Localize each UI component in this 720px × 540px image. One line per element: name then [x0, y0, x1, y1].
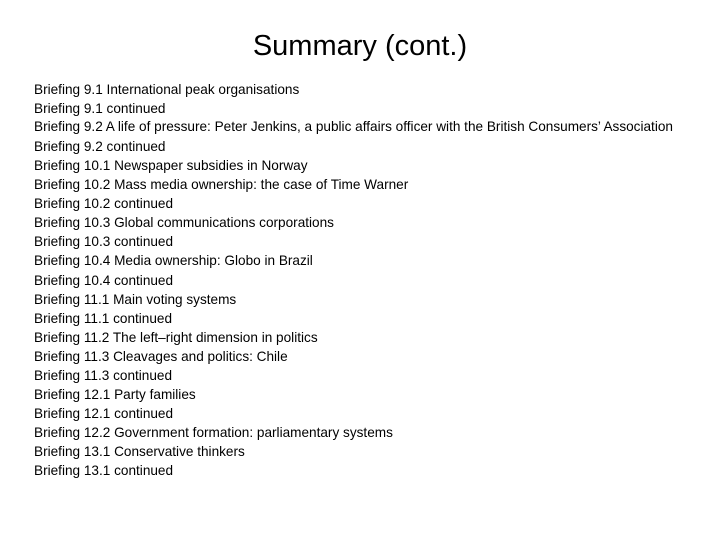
list-item: Briefing 13.1 Conservative thinkers — [34, 444, 245, 460]
list-item: Briefing 10.4 continued — [34, 272, 174, 288]
list-item: Briefing 9.1 International peak organisations — [34, 82, 300, 97]
list-item: Briefing 10.2 continued — [34, 196, 174, 212]
list-item: Briefing 12.2 Government formation: parliamentary systems — [34, 425, 393, 441]
list-item: Briefing 13.1 continued — [34, 463, 174, 479]
list-item: Briefing 11.3 Cleavages and politics: Chile — [34, 348, 288, 364]
list-item: Briefing 9.2 A life of pressure: Peter Jenkins, a public affairs officer with the British Consumers’ Association — [34, 119, 673, 135]
list-item: Briefing 11.1 continued — [34, 310, 173, 326]
list-item: Briefing 9.1 continued — [34, 101, 166, 117]
list-item: Briefing 10.1 Newspaper subsidies in Norway — [34, 157, 308, 173]
list-item: Briefing 11.1 Main voting systems — [34, 291, 237, 307]
list-item: Briefing 12.1 Party families — [34, 387, 196, 403]
list-item: Briefing 10.4 Media ownership: Globo in Brazil — [34, 253, 313, 269]
list-item: Briefing 10.2 Mass media ownership: the case of Time Warner — [34, 177, 409, 193]
list-item: Briefing 12.1 continued — [34, 406, 174, 422]
list-item: Briefing 11.3 continued — [34, 368, 173, 384]
list-item: Briefing 10.3 Global communications corporations — [34, 215, 334, 231]
briefing-list — [34, 80, 694, 481]
slide-title: Summary (cont.) — [252, 30, 468, 62]
list-item: Briefing 10.3 continued — [34, 234, 174, 250]
list-item: Briefing 11.2 The left–right dimension in politics — [34, 329, 318, 345]
list-item: Briefing 9.2 continued — [34, 138, 166, 154]
